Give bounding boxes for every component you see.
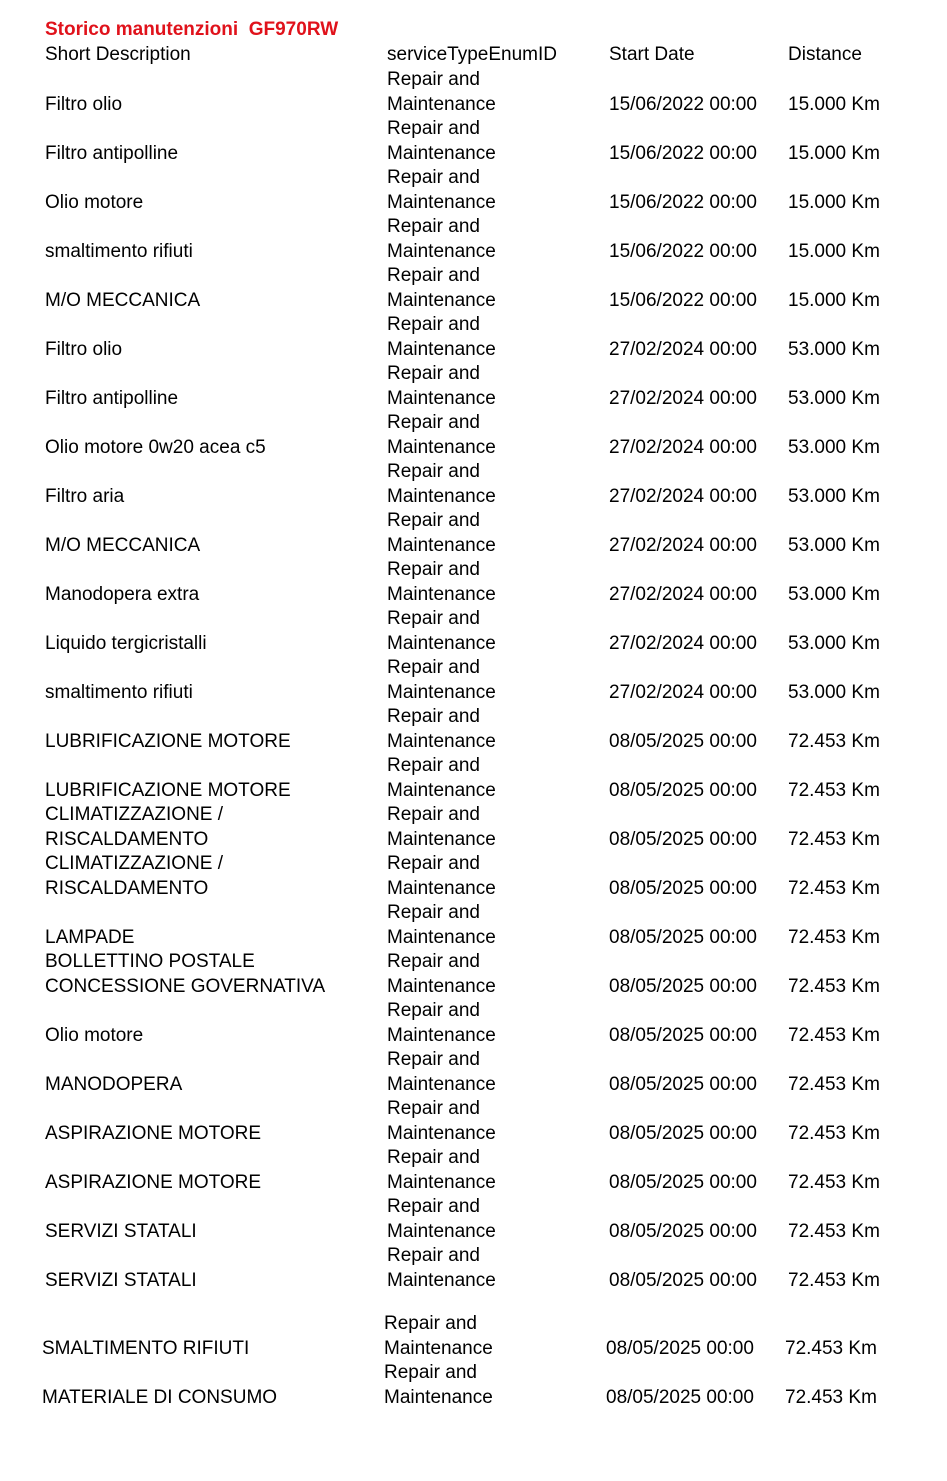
service-type-line2: Maintenance [387,1073,496,1095]
description-line2: RISCALDAMENTO [45,828,209,850]
start-date-cell: 08/05/2025 00:00 [609,1122,757,1144]
service-type-line1: Repair and [387,657,480,678]
description-line2: M/O MECCANICA [45,289,201,311]
description-line2: LUBRIFICAZIONE MOTORE [45,779,291,801]
service-type-line2: Maintenance [387,93,496,115]
service-type-line2: Maintenance [384,1337,493,1359]
start-date-cell: 08/05/2025 00:00 [609,1269,757,1291]
table-row [0,852,947,901]
distance-cell: 15.000 Km [788,289,880,311]
start-date-cell: 27/02/2024 00:00 [609,338,757,360]
table-row [0,607,947,656]
distance-cell: 15.000 Km [788,240,880,262]
service-type-line2: Maintenance [387,975,496,997]
service-type-line1: Repair and [387,608,480,629]
distance-cell: 72.453 Km [785,1337,877,1359]
start-date-cell: 08/05/2025 00:00 [609,877,757,899]
start-date-cell: 08/05/2025 00:00 [609,975,757,997]
description-line2: LUBRIFICAZIONE MOTORE [45,730,291,752]
distance-cell: 53.000 Km [788,485,880,507]
service-type-line1: Repair and [387,706,480,727]
description-line2: MANODOPERA [45,1073,183,1095]
service-type-line2: Maintenance [387,1220,496,1242]
service-type-line1: Repair and [387,265,480,286]
service-type-line1: Repair and [387,363,480,384]
service-type-line2: Maintenance [387,779,496,801]
distance-cell: 72.453 Km [788,877,880,899]
distance-cell: 53.000 Km [788,534,880,556]
description-line1: CLIMATIZZAZIONE / [45,804,224,825]
start-date-cell: 27/02/2024 00:00 [609,534,757,556]
table-row [0,313,947,362]
start-date-cell: 15/06/2022 00:00 [609,142,757,164]
service-type-line2: Maintenance [387,289,496,311]
service-type-line2: Maintenance [387,436,496,458]
service-type-line2: Maintenance [387,338,496,360]
table-row [0,1195,947,1244]
service-type-line2: Maintenance [384,1386,493,1408]
header-distance: Distance [788,44,862,65]
description-line2: Filtro antipolline [45,142,179,164]
service-type-line1: Repair and [387,216,480,237]
table-row [0,460,947,509]
service-type-line2: Maintenance [387,387,496,409]
table-row [0,1097,947,1146]
start-date-cell: 27/02/2024 00:00 [609,583,757,605]
service-type-line2: Maintenance [387,1122,496,1144]
service-type-line2: Maintenance [387,632,496,654]
service-type-line1: Repair and [387,461,480,482]
start-date-cell: 15/06/2022 00:00 [609,191,757,213]
start-date-cell: 08/05/2025 00:00 [606,1337,754,1359]
start-date-cell: 08/05/2025 00:00 [606,1386,754,1408]
service-type-line2: Maintenance [387,926,496,948]
table-row [0,656,947,705]
description-line2: smaltimento rifiuti [45,681,193,703]
start-date-cell: 08/05/2025 00:00 [609,828,757,850]
description-line2: Liquido tergicristalli [45,632,207,654]
start-date-cell: 15/06/2022 00:00 [609,93,757,115]
header-service-type: serviceTypeEnumID [387,44,558,65]
description-line2: Olio motore 0w20 acea c5 [45,436,266,458]
table-row [0,1048,947,1097]
service-type-line1: Repair and [387,1000,480,1021]
service-type-line1: Repair and [387,559,480,580]
description-line2: RISCALDAMENTO [45,877,209,899]
start-date-cell: 08/05/2025 00:00 [609,1171,757,1193]
table-row [0,999,947,1048]
service-type-line2: Maintenance [387,583,496,605]
table-row [0,362,947,411]
start-date-cell: 27/02/2024 00:00 [609,387,757,409]
distance-cell: 72.453 Km [785,1386,877,1408]
service-type-line1: Repair and [387,951,480,972]
distance-cell: 72.453 Km [788,828,880,850]
distance-cell: 72.453 Km [788,1220,880,1242]
service-type-line1: Repair and [387,1196,480,1217]
description-line2: MATERIALE DI CONSUMO [42,1386,278,1408]
service-type-line1: Repair and [387,510,480,531]
start-date-cell: 27/02/2024 00:00 [609,485,757,507]
description-line2: ASPIRAZIONE MOTORE [45,1171,262,1193]
service-type-line2: Maintenance [387,730,496,752]
service-type-line1: Repair and [387,1098,480,1119]
distance-cell: 72.453 Km [788,1024,880,1046]
header-short-description: Short Description [45,44,191,65]
table-row [0,68,947,117]
description-line2: M/O MECCANICA [45,534,201,556]
table-row [0,166,947,215]
service-type-line2: Maintenance [387,681,496,703]
service-type-line2: Maintenance [387,1171,496,1193]
description-line2: Filtro olio [45,338,123,360]
distance-cell: 72.453 Km [788,1122,880,1144]
table-row [0,803,947,852]
distance-cell: 72.453 Km [788,779,880,801]
distance-cell: 72.453 Km [788,1073,880,1095]
table-row [0,1361,944,1410]
service-type-line2: Maintenance [387,1024,496,1046]
service-type-line1: Repair and [387,902,480,923]
description-line2: Filtro antipolline [45,387,179,409]
service-type-line1: Repair and [387,69,480,90]
start-date-cell: 08/05/2025 00:00 [609,730,757,752]
header-start-date: Start Date [609,44,695,65]
table-row [0,1312,944,1361]
start-date-cell: 08/05/2025 00:00 [609,1024,757,1046]
distance-cell: 53.000 Km [788,681,880,703]
table-row [0,215,947,264]
description-line2: smaltimento rifiuti [45,240,193,262]
distance-cell: 15.000 Km [788,191,880,213]
service-type-line2: Maintenance [387,142,496,164]
distance-cell: 72.453 Km [788,926,880,948]
service-type-line1: Repair and [387,118,480,139]
description-line2: Olio motore [45,1024,144,1046]
distance-cell: 53.000 Km [788,583,880,605]
description-line2: SERVIZI STATALI [45,1269,197,1291]
start-date-cell: 15/06/2022 00:00 [609,289,757,311]
table-row [0,264,947,313]
service-type-line1: Repair and [387,412,480,433]
start-date-cell: 27/02/2024 00:00 [609,632,757,654]
page-title: Storico manutenzioni GF970RW [45,19,339,40]
description-line2: SERVIZI STATALI [45,1220,197,1242]
distance-cell: 53.000 Km [788,632,880,654]
table-row [0,705,947,754]
service-type-line1: Repair and [387,1147,480,1168]
table-row [0,1244,947,1293]
start-date-cell: 08/05/2025 00:00 [609,1220,757,1242]
service-type-line1: Repair and [387,1049,480,1070]
description-line2: Filtro aria [45,485,125,507]
service-type-line1: Repair and [384,1313,477,1334]
start-date-cell: 27/02/2024 00:00 [609,681,757,703]
service-type-line1: Repair and [387,755,480,776]
start-date-cell: 08/05/2025 00:00 [609,779,757,801]
distance-cell: 53.000 Km [788,436,880,458]
service-type-line1: Repair and [387,1245,480,1266]
description-line1: CLIMATIZZAZIONE / [45,853,224,874]
table-row [0,950,947,999]
service-type-line2: Maintenance [387,534,496,556]
service-type-line1: Repair and [387,804,480,825]
description-line2: LAMPADE [45,926,135,948]
start-date-cell: 08/05/2025 00:00 [609,1073,757,1095]
description-line2: CONCESSIONE GOVERNATIVA [45,975,326,997]
table-row [0,509,947,558]
distance-cell: 72.453 Km [788,1269,880,1291]
service-type-line2: Maintenance [387,485,496,507]
description-line2: ASPIRAZIONE MOTORE [45,1122,262,1144]
service-type-line2: Maintenance [387,191,496,213]
service-type-line1: Repair and [384,1362,477,1383]
description-line2: Olio motore [45,191,144,213]
distance-cell: 15.000 Km [788,93,880,115]
service-type-line1: Repair and [387,314,480,335]
service-type-line2: Maintenance [387,828,496,850]
description-line2: Manodopera extra [45,583,200,605]
distance-cell: 53.000 Km [788,387,880,409]
distance-cell: 15.000 Km [788,142,880,164]
table-row [0,901,947,950]
table-row [0,117,947,166]
service-type-line2: Maintenance [387,1269,496,1291]
service-type-line1: Repair and [387,167,480,188]
description-line2: Filtro olio [45,93,123,115]
start-date-cell: 08/05/2025 00:00 [609,926,757,948]
description-line2: SMALTIMENTO RIFIUTI [42,1337,250,1359]
service-type-line2: Maintenance [387,877,496,899]
service-type-line1: Repair and [387,853,480,874]
distance-cell: 72.453 Km [788,1171,880,1193]
distance-cell: 72.453 Km [788,975,880,997]
service-type-line2: Maintenance [387,240,496,262]
start-date-cell: 15/06/2022 00:00 [609,240,757,262]
distance-cell: 53.000 Km [788,338,880,360]
table-row [0,1146,947,1195]
table-row [0,558,947,607]
start-date-cell: 27/02/2024 00:00 [609,436,757,458]
description-line1: BOLLETTINO POSTALE [45,951,255,972]
distance-cell: 72.453 Km [788,730,880,752]
table-row [0,411,947,460]
table-row [0,754,947,803]
